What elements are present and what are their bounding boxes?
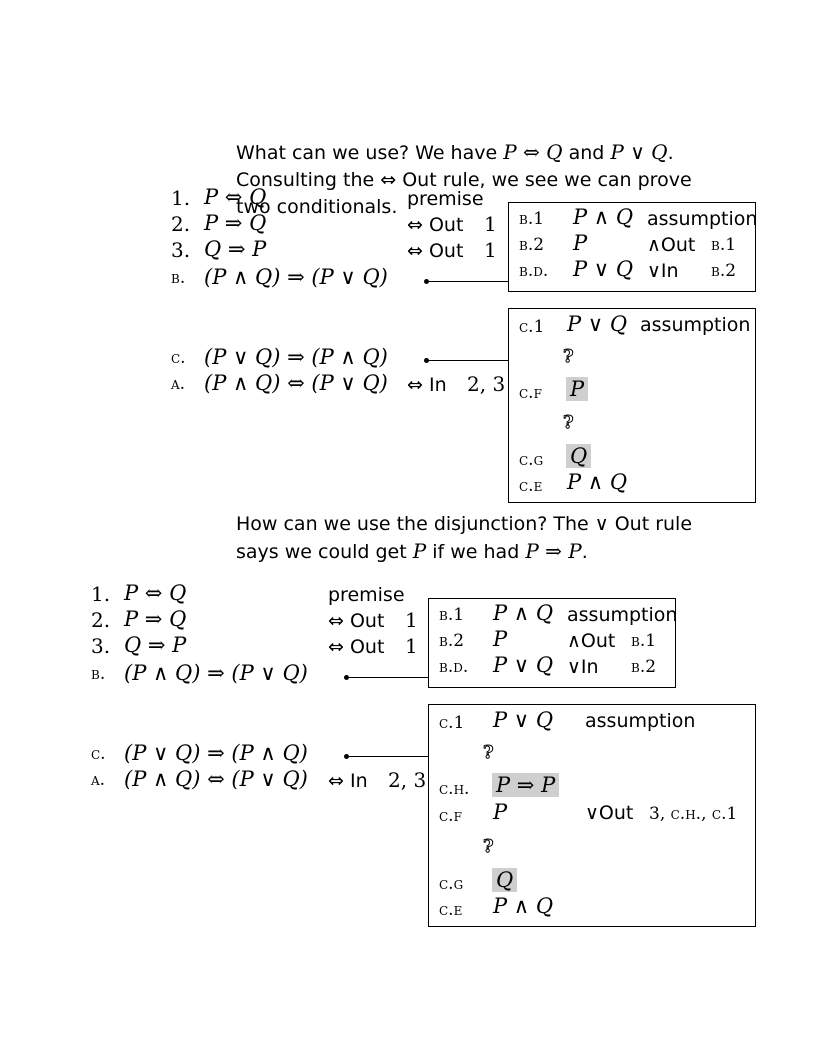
subproof-line-label: c.f [439,806,462,826]
highlighted-goal-formula: Q [492,868,517,892]
subproof-line-label: b.1 [439,605,465,625]
question-mark-icon: ? [483,836,494,857]
proof-line-justification: ⇔ In [328,770,368,792]
proof-line-formula: (P ∧ Q) ⇔ (P ∨ Q) [204,371,388,395]
subproof-line-label: b.2 [519,235,545,255]
subproof-line-label: b.2 [439,631,465,651]
paragraph-line [236,139,692,167]
subproof-line-formula: P ∨ Q [493,708,554,732]
proof-line-ref: 1 [405,608,418,632]
text: and [562,142,611,164]
math-inline: P [412,539,427,563]
proof-line-formula: (P ∨ Q) ⇒ (P ∧ Q) [204,345,388,369]
proof-line-justification: ⇔ Out [407,214,464,236]
proof-line-justification: ⇔ Out [328,610,385,632]
subproof-box-b [428,598,676,688]
connector-line [426,281,508,282]
proof-line-formula: P ⇔ Q [124,581,187,605]
proof-line-ref: 2, 3 [388,768,427,792]
text: . [667,142,674,164]
subproof-line-justification: ∨In [647,260,679,282]
proof-line-justification: ⇔ In [407,374,447,396]
subproof-line-label: c.g [519,450,544,470]
proof-line-formula: (P ∧ Q) ⇒ (P ∨ Q) [124,661,308,685]
subproof-line-label: c.g [439,874,464,894]
subproof-line-justification: ∧Out [567,630,616,652]
subproof-line-justification: ∨Out [585,802,634,824]
connector-line [346,756,428,757]
question-mark-icon: ? [563,412,574,433]
proof-line-label: 3. [171,238,191,262]
explanation-paragraph-2 [236,511,692,566]
proof-line-formula: P ⇒ Q [204,211,267,235]
proof-line-label: 2. [171,212,191,236]
proof-line-justification: premise [328,584,405,606]
proof-line-ref: 1 [484,238,497,262]
paragraph-line: How can we use the disjunction? The ∨ Out rule [236,513,693,535]
subproof-line-justification: assumption [640,314,751,336]
subproof-line-label: b.d. [439,657,469,677]
subproof-line-justification: ∧Out [647,234,696,256]
subproof-line-ref: b.2 [631,657,657,677]
proof-line-justification: ⇔ Out [328,636,385,658]
proof-line-justification: ⇔ Out [407,240,464,262]
text: if we had [426,541,526,563]
subproof-line-formula: P ∧ Q [493,601,554,625]
question-mark-icon: ? [563,346,574,367]
proof-line-label: b. [91,664,106,684]
text: What can we use? We have [236,142,504,164]
subproof-line-formula: P ∧ Q [573,205,634,229]
proof-line-formula: Q ⇒ P [124,633,187,657]
proof-line-justification: premise [407,188,484,210]
proof-line-label: 1. [91,582,111,606]
proof-line-label: c. [171,348,186,368]
highlighted-goal-formula: Q [566,444,591,468]
subproof-line-label: b.1 [519,209,545,229]
connector-line [426,360,508,361]
subproof-line-ref: b.1 [711,235,737,255]
proof-line-label: 2. [91,608,111,632]
subproof-line-formula: P [573,231,588,255]
subproof-line-justification: assumption [647,208,758,230]
proof-line-label: 1. [171,186,191,210]
proof-line-formula: (P ∧ Q) ⇔ (P ∨ Q) [124,767,308,791]
text: . [581,541,588,563]
proof-line-formula: (P ∨ Q) ⇒ (P ∧ Q) [124,741,308,765]
proof-line-ref: 1 [484,212,497,236]
highlighted-goal-formula: P [566,377,588,401]
proof-line-formula: P ⇒ Q [124,607,187,631]
subproof-line-formula: P ∨ Q [493,653,554,677]
paragraph-line [236,538,692,566]
proof-line-ref: 1 [405,634,418,658]
proof-line-formula: Q ⇒ P [204,237,267,261]
proof-line-label: b. [171,268,186,288]
proof-line-formula: P ⇔ Q [204,185,267,209]
subproof-line-ref: 3, c.h., c.1 [649,804,738,824]
proof-line-label: a. [91,770,106,790]
math-inline: P ∨ Q [610,140,668,164]
subproof-line-label: c.1 [439,713,465,733]
question-mark-icon: ? [483,742,494,763]
subproof-line-justification: assumption [567,604,678,626]
proof-line-label: a. [171,374,186,394]
text: says we could get [236,541,413,563]
subproof-box-c [508,308,756,503]
subproof-box-b [508,202,756,292]
subproof-line-formula: P ∨ Q [573,257,634,281]
subproof-line-label: c.f [519,383,542,403]
subproof-line-label: c.e [519,476,543,496]
subproof-line-justification: ∨In [567,656,599,678]
proof-line-formula: (P ∧ Q) ⇒ (P ∨ Q) [204,265,388,289]
subproof-line-ref: b.2 [711,261,737,281]
subproof-line-label: b.d. [519,261,549,281]
highlighted-goal-formula: P ⇒ P [492,773,559,797]
subproof-line-formula: P ∨ Q [567,312,628,336]
paragraph-line: two conditionals. [236,196,398,218]
subproof-line-formula: P [493,627,508,651]
subproof-line-formula: P ∧ Q [493,894,554,918]
proof-line-label: 3. [91,634,111,658]
proof-line-ref: 2, 3 [467,372,506,396]
subproof-line-label: c.e [439,900,463,920]
paragraph-line: Consulting the ⇔ Out rule, we see we can prove [236,169,692,191]
subproof-line-ref: b.1 [631,631,657,651]
math-inline: P ⇒ P [525,539,582,563]
math-inline: P ⇔ Q [503,140,563,164]
proof-line-label: c. [91,744,106,764]
connector-line [346,677,428,678]
subproof-line-label: c.h. [439,779,470,799]
subproof-line-formula: P ∧ Q [567,470,628,494]
subproof-line-label: c.1 [519,317,545,337]
subproof-box-c [428,704,756,927]
subproof-line-formula: P [493,800,508,824]
subproof-line-justification: assumption [585,710,696,732]
